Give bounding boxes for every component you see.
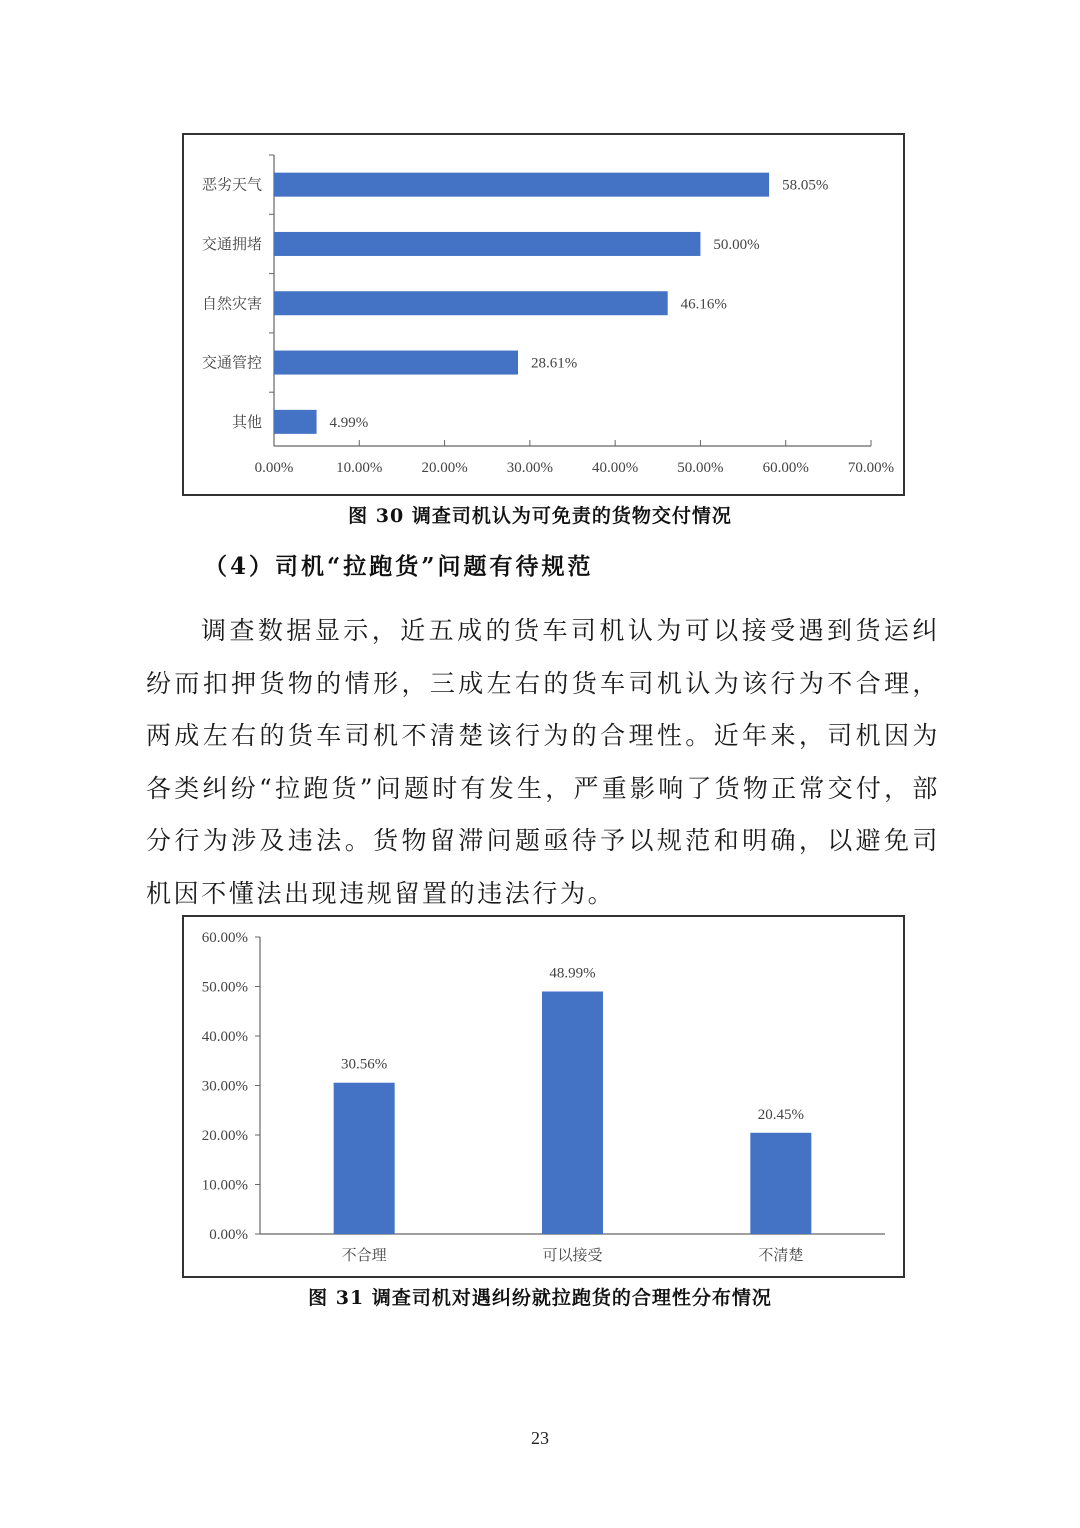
category-label: 交通拥堵 bbox=[201, 236, 262, 253]
y-tick-label: 20.00% bbox=[201, 1128, 248, 1144]
figure-31-svg bbox=[184, 917, 903, 1276]
category-label: 可以接受 bbox=[542, 1248, 603, 1264]
bar bbox=[274, 232, 700, 256]
figure-30-svg bbox=[184, 135, 903, 494]
x-tick-label: 40.00% bbox=[592, 460, 639, 476]
y-tick-label: 30.00% bbox=[201, 1078, 248, 1095]
y-tick-label: 40.00% bbox=[201, 1029, 248, 1045]
figure-31-chart bbox=[182, 915, 905, 1278]
x-tick-label: 50.00% bbox=[677, 460, 724, 476]
bar bbox=[274, 291, 668, 315]
category-label: 恶劣天气 bbox=[201, 177, 262, 194]
bar bbox=[542, 991, 603, 1234]
data-label: 4.99% bbox=[329, 414, 369, 431]
bar bbox=[750, 1133, 811, 1234]
data-label: 48.99% bbox=[549, 965, 596, 982]
section-heading: （4）司机“拉跑货”问题有待规范 bbox=[204, 553, 594, 580]
x-tick-label: 0.00% bbox=[254, 460, 294, 476]
y-tick-label: 10.00% bbox=[201, 1177, 248, 1194]
category-label: 自然灾害 bbox=[201, 296, 262, 313]
x-tick-label: 60.00% bbox=[762, 460, 809, 476]
bar bbox=[274, 173, 769, 197]
data-label: 58.05% bbox=[782, 177, 829, 194]
y-tick-label: 50.00% bbox=[201, 979, 248, 996]
data-label: 46.16% bbox=[680, 296, 727, 313]
category-label: 不合理 bbox=[341, 1248, 387, 1264]
y-tick-label: 60.00% bbox=[201, 930, 248, 946]
category-label: 其他 bbox=[231, 414, 262, 431]
category-label: 不清楚 bbox=[758, 1248, 804, 1264]
x-tick-label: 20.00% bbox=[421, 460, 468, 476]
bar bbox=[274, 410, 317, 434]
figure-30-caption: 图 30 调查司机认为可免责的货物交付情况 bbox=[348, 505, 732, 527]
category-label: 交通管控 bbox=[201, 355, 262, 372]
bar bbox=[334, 1083, 395, 1234]
y-tick-label: 0.00% bbox=[209, 1227, 248, 1243]
data-label: 30.56% bbox=[341, 1056, 388, 1073]
figure-30-chart bbox=[182, 133, 905, 496]
x-tick-label: 10.00% bbox=[336, 460, 383, 476]
figure-31-caption: 图 31 调查司机对遇纠纷就拉跑货的合理性分布情况 bbox=[308, 1287, 772, 1309]
page-number: 23 bbox=[531, 1428, 549, 1448]
bar bbox=[274, 351, 518, 375]
body-paragraph: 调查数据显示，近五成的货车司机认为可以接受遇到货运纠纷而扣押货物的情形，三成左右的货车司机认为该行为不合理，两成左右的货车司机不清楚该行为的合理性。近年来，司机因为各类纠纷“拉跑货”问题时有发生，严重影响了货物正常交付，部分行为涉及违法。货物留滞问题亟待予以规范和明确，以避免司机因不懂法出现违规留置的违法行为。 bbox=[146, 616, 940, 908]
data-label: 28.61% bbox=[531, 355, 578, 372]
x-tick-label: 30.00% bbox=[506, 460, 553, 476]
data-label: 50.00% bbox=[713, 236, 760, 253]
x-tick-label: 70.00% bbox=[847, 460, 895, 476]
data-label: 20.45% bbox=[757, 1106, 804, 1123]
